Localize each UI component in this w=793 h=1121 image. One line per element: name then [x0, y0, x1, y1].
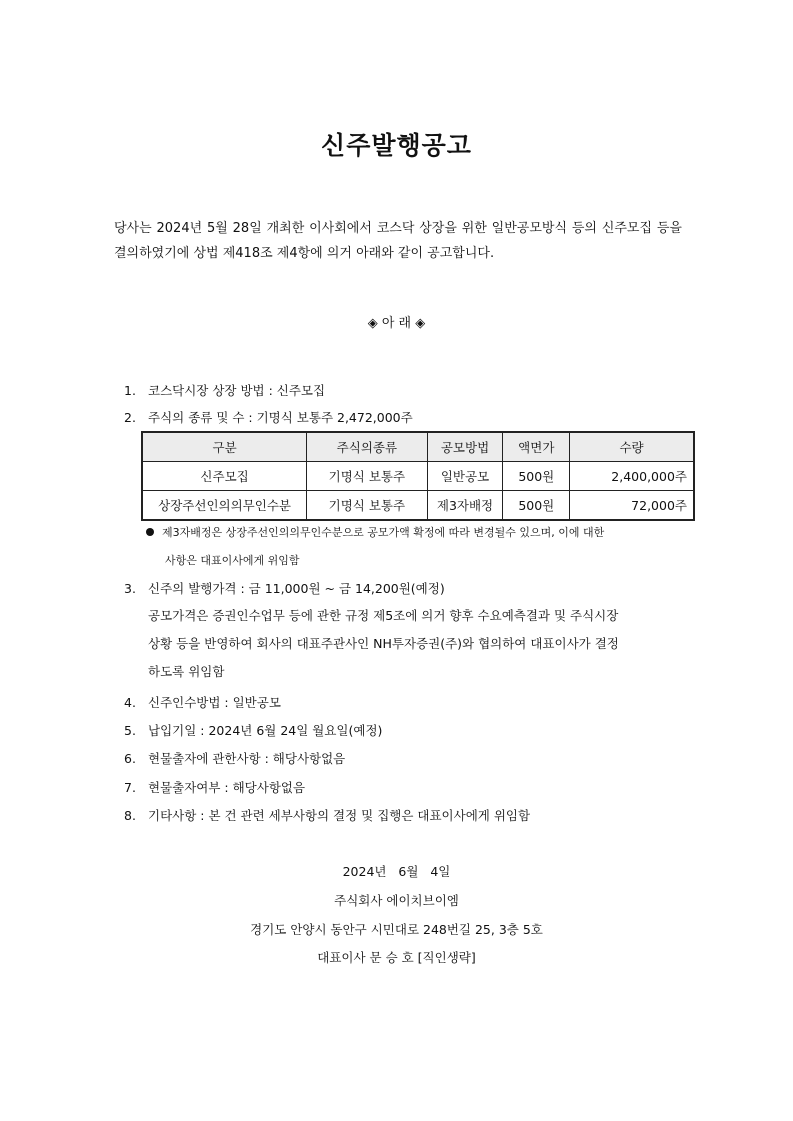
- announcement-date: 2024년 6월 4일: [342, 864, 451, 879]
- item-text: 신주의 발행가격 : 금 11,000원 ~ 금 14,200원(예정): [148, 581, 445, 596]
- table-cell: 일반공모: [427, 462, 503, 491]
- table-header: 액면가: [503, 432, 570, 462]
- list-item: [124, 778, 305, 796]
- table-row: [142, 491, 694, 521]
- list-item: [124, 408, 413, 426]
- list-item: [124, 381, 325, 399]
- table-cell: 2,400,000주: [570, 462, 694, 491]
- list-item: [124, 806, 530, 824]
- table-header: 구분: [142, 432, 307, 462]
- item-number: 4.: [124, 695, 136, 710]
- bullet-icon: [146, 528, 154, 536]
- list-item: [124, 693, 281, 711]
- item-number: 1.: [124, 383, 136, 398]
- note-text: 제3자배정은 상장주선인의의무인수분으로 공모가액 확정에 따라 변경될수 있으며, 이에 대한: [162, 526, 605, 539]
- list-item: [124, 749, 345, 767]
- intro-paragraph: 당사는 2024년 5월 28일 개최한 이사회에서 코스닥 상장을 위한 일반공모방식 등의 신주모집 등을 결의하였기에 상법 제418조 제4항에 의거 아래와 같이 공고합니다.: [114, 221, 682, 261]
- table-cell: 기명식 보통주: [307, 462, 427, 491]
- table-cell: 기명식 보통주: [307, 491, 427, 521]
- item-number: 2.: [124, 410, 136, 425]
- item-number: 3.: [124, 581, 136, 596]
- item-number: 5.: [124, 723, 136, 738]
- table-header: 수량: [570, 432, 694, 462]
- table-cell: 제3자배정: [427, 491, 503, 521]
- table-cell: 500원: [503, 462, 570, 491]
- table-header-row: [142, 432, 694, 462]
- page-title: 신주발행공고: [321, 131, 472, 160]
- table-header: 공모방법: [427, 432, 503, 462]
- list-item: [124, 721, 382, 739]
- item-text: 현물출자여부 : 해당사항없음: [148, 780, 306, 795]
- table-row: [142, 462, 694, 491]
- item-number: 7.: [124, 780, 136, 795]
- table-cell: 상장주선인의의무인수분: [142, 491, 307, 521]
- table-cell: 신주모집: [142, 462, 307, 491]
- item-text: 납입기일 : 2024년 6월 24일 월요일(예정): [148, 723, 383, 738]
- price-detail-line: 상황 등을 반영하여 회사의 대표주관사인 NH투자증권(주)와 협의하여 대표이사가 결정: [148, 636, 619, 651]
- table-cell: 500원: [503, 491, 570, 521]
- item-text: 신주인수방법 : 일반공모: [148, 695, 281, 710]
- item-text: 주식의 종류 및 수 : 기명식 보통주 2,472,000주: [148, 410, 413, 425]
- item-number: 6.: [124, 751, 136, 766]
- table-header: 주식의종류: [307, 432, 427, 462]
- table-note: [146, 524, 604, 540]
- price-detail-line: 하도록 위임함: [148, 664, 225, 679]
- shares-table: [141, 431, 695, 521]
- item-text: 기타사항 : 본 건 관련 세부사항의 결정 및 집행은 대표이사에게 위임함: [148, 808, 531, 823]
- ceo-signature: 대표이사 문 승 호 [직인생략]: [317, 950, 476, 965]
- company-address: 경기도 안양시 동안구 시민대로 248번길 25, 3층 5호: [250, 922, 543, 937]
- company-name: 주식회사 에이치브이엠: [334, 893, 459, 908]
- item-number: 8.: [124, 808, 136, 823]
- table-note-continued: 사항은 대표이사에게 위임함: [165, 554, 300, 567]
- item-text: 코스닥시장 상장 방법 : 신주모집: [148, 383, 326, 398]
- table-cell: 72,000주: [570, 491, 694, 521]
- list-item: [124, 579, 445, 597]
- item-text: 현물출자에 관한사항 : 해당사항없음: [148, 751, 346, 766]
- section-subtitle: ◈ 아 래 ◈: [367, 316, 426, 331]
- price-detail-line: 공모가격은 증권인수업무 등에 관한 규정 제5조에 의거 향후 수요예측결과 및 주식시장: [148, 608, 619, 623]
